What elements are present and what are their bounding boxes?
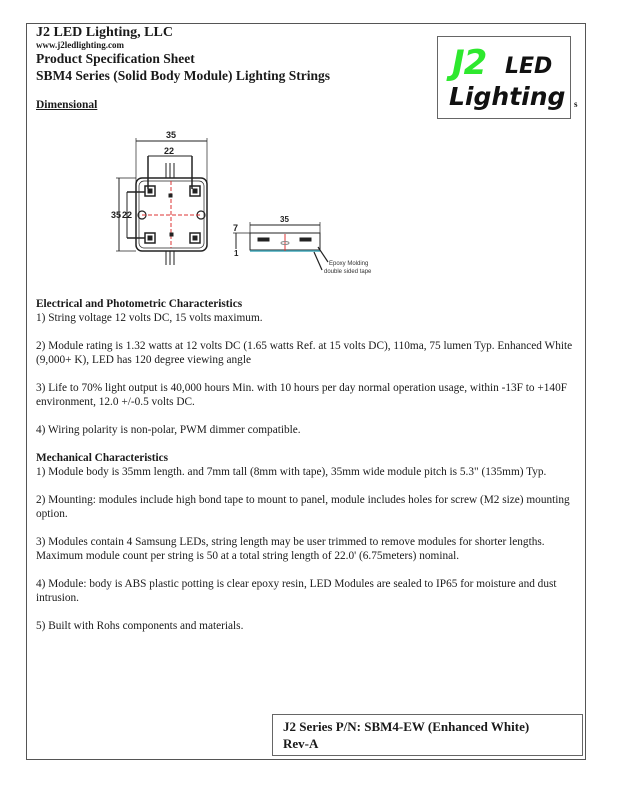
dimensional-heading: Dimensional bbox=[36, 99, 98, 111]
top-height-label: 35 bbox=[111, 210, 122, 220]
side-width-label: 35 bbox=[280, 215, 289, 224]
mechanical-item-5: 5) Built with Rohs components and materials. bbox=[36, 620, 244, 632]
company-name: J2 LED Lighting, LLC bbox=[36, 25, 173, 40]
electrical-heading: Electrical and Photometric Characteristics bbox=[36, 298, 243, 310]
top-view bbox=[111, 130, 207, 265]
mechanical-heading: Mechanical Characteristics bbox=[36, 452, 169, 464]
callout-double-sided-tape: double sided tape bbox=[324, 269, 372, 275]
hidden-text-fragment: s bbox=[574, 99, 578, 109]
electrical-item-4: 4) Wiring polarity is non-polar, PWM dimmer compatible. bbox=[36, 424, 301, 436]
revision: Rev-A bbox=[283, 736, 319, 751]
side-tape-label: 1 bbox=[234, 249, 239, 258]
mechanical-item-2: 2) Mounting: modules include high bond tape to mount to panel, module includes holes for screw (M2 size) mounting option. bbox=[36, 494, 570, 520]
part-number: J2 Series P/N: SBM4-EW (Enhanced White) bbox=[283, 719, 530, 734]
mechanical-item-4: 4) Module: body is ABS plastic potting is clear epoxy resin, LED Modules are sealed to IP65 for moisture and dust intrusion. bbox=[36, 578, 557, 604]
logo-j2: J2 bbox=[452, 43, 487, 83]
dimensional-drawing bbox=[100, 125, 400, 275]
electrical-item-3: 3) Life to 70% light output is 40,000 hours Min. with 10 hours per day normal operation usage, within -13F to +140F environment, 12.0 +/-0.5 volts DC. bbox=[36, 382, 567, 408]
mechanical-item-3: 3) Modules contain 4 Samsung LEDs, string length may be user trimmed to remove modules for shorter lengths. Maximum module count per string is 50 at a total string length of 22.0' (6.75meters) nominal. bbox=[36, 536, 545, 562]
logo-led: LED bbox=[505, 54, 553, 79]
electrical-item-1: 1) String voltage 12 volts DC, 15 volts maximum. bbox=[36, 312, 263, 324]
top-width-label: 35 bbox=[166, 130, 177, 140]
top-inner-width-label: 22 bbox=[164, 146, 175, 156]
top-inner-height-label: 22 bbox=[122, 210, 133, 220]
company-logo bbox=[437, 36, 571, 119]
mechanical-item-1: 1) Module body is 35mm length. and 7mm tall (8mm with tape), 35mm wide module pitch is 5.3" (135mm) Typ. bbox=[36, 466, 547, 478]
document-subtitle: SBM4 Series (Solid Body Module) Lighting Strings bbox=[36, 68, 331, 83]
callout-epoxy-molding: Epoxy Molding bbox=[329, 261, 369, 267]
part-number-box bbox=[272, 714, 583, 756]
company-website: www.j2ledlighting.com bbox=[36, 40, 125, 50]
spec-content bbox=[36, 297, 581, 647]
side-height-label: 7 bbox=[233, 223, 239, 233]
document-header bbox=[36, 25, 330, 84]
electrical-item-2: 2) Module rating is 1.32 watts at 12 volts DC (1.65 watts Ref. at 15 volts DC), 110ma, 75 lumen Typ. Enhanced White (9,000+ K), LED has 120 degree viewing angle bbox=[36, 340, 573, 366]
logo-lighting: Lighting bbox=[449, 82, 566, 111]
document-title: Product Specification Sheet bbox=[36, 51, 195, 66]
side-view bbox=[233, 215, 372, 275]
